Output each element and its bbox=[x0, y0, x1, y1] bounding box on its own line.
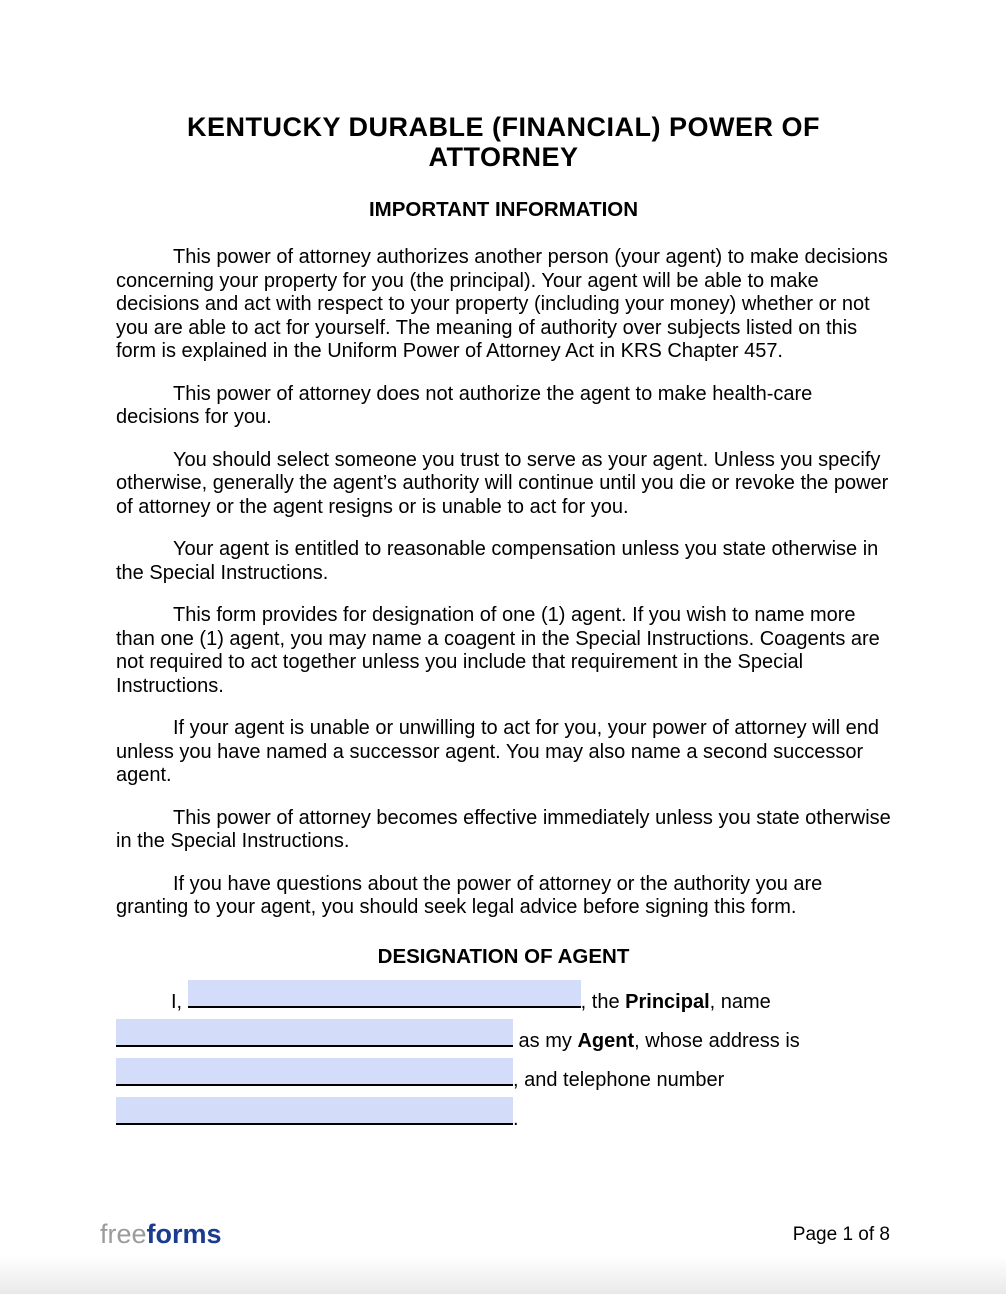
line1-mid: , the bbox=[580, 990, 626, 1013]
paragraph-authorizes: This power of attorney authorizes another person (your agent) to make decisions concerning your property for you (the principal). Your agent will be able to make decisions and act with respect to your property (including your money) whether or not you are able to act for yourself. The meaning of authority over subjects listed on this form is explained in the Uniform Power of Attorney Act in KRS Chapter 457. bbox=[116, 246, 888, 362]
line1-prefix: I, bbox=[171, 990, 188, 1013]
page-number-indicator: Page 1 of 8 bbox=[792, 1224, 890, 1245]
agent-address-field[interactable] bbox=[116, 1058, 513, 1086]
page-bottom-shadow bbox=[0, 1256, 1006, 1294]
designation-line-2 bbox=[116, 1019, 891, 1058]
paragraph-effective: This power of attorney becomes effective immediately unless you state otherwise in the Special Instructions. bbox=[116, 806, 891, 852]
agent-phone-field[interactable] bbox=[116, 1097, 513, 1125]
principal-name-field[interactable] bbox=[188, 980, 581, 1008]
paragraph-successor: If your agent is unable or unwilling to act for you, your power of attorney will end unless you have named a successor agent. You may also name a second successor agent. bbox=[116, 717, 879, 786]
designation-line-1 bbox=[116, 980, 891, 1019]
line1-tail: , name bbox=[709, 990, 771, 1013]
paragraph-select-agent: You should select someone you trust to serve as your agent. Unless you specify otherwise, generally the agent’s authority will continue until you die or revoke the power of attorney or the agent resigns or is unable to act for you. bbox=[116, 448, 889, 518]
paragraph-compensation: Your agent is entitled to reasonable compensation unless you state otherwise in the Special Instructions. bbox=[116, 538, 879, 584]
logo-forms-text: forms bbox=[146, 1219, 222, 1249]
agent-name-field[interactable] bbox=[116, 1019, 513, 1047]
principal-label: Principal bbox=[625, 990, 710, 1013]
paragraph-healthcare: This power of attorney does not authorize the agent to make health-care decisions for you. bbox=[116, 382, 813, 428]
designation-block bbox=[116, 980, 891, 1136]
line2-mid: as my bbox=[513, 1029, 578, 1052]
line2-tail: , whose address is bbox=[634, 1029, 800, 1052]
agent-label: Agent bbox=[577, 1029, 635, 1052]
paragraph-legal-advice: If you have questions about the power of attorney or the authority you are granting to your agent, you should seek legal advice before signing this form. bbox=[116, 872, 823, 918]
document-title: KENTUCKY DURABLE (FINANCIAL) POWER OF ATTORNEY bbox=[187, 112, 820, 172]
paragraph-one-agent: This form provides for designation of one (1) agent. If you wish to name more than one (1) agent, you may name a coagent in the Special Instructions. Coagents are not required to act together unless you include that requirement in the Special Instructions. bbox=[116, 604, 880, 697]
designation-line-3 bbox=[116, 1058, 891, 1097]
important-information-heading: IMPORTANT INFORMATION bbox=[368, 198, 639, 221]
designation-line-4 bbox=[116, 1097, 891, 1136]
designation-of-agent-heading: DESIGNATION OF AGENT bbox=[377, 944, 630, 968]
line3-tail: , and telephone number bbox=[513, 1068, 725, 1091]
logo-free-text: free bbox=[100, 1219, 147, 1249]
line4-tail: . bbox=[513, 1107, 519, 1130]
freeforms-logo bbox=[100, 1221, 222, 1248]
